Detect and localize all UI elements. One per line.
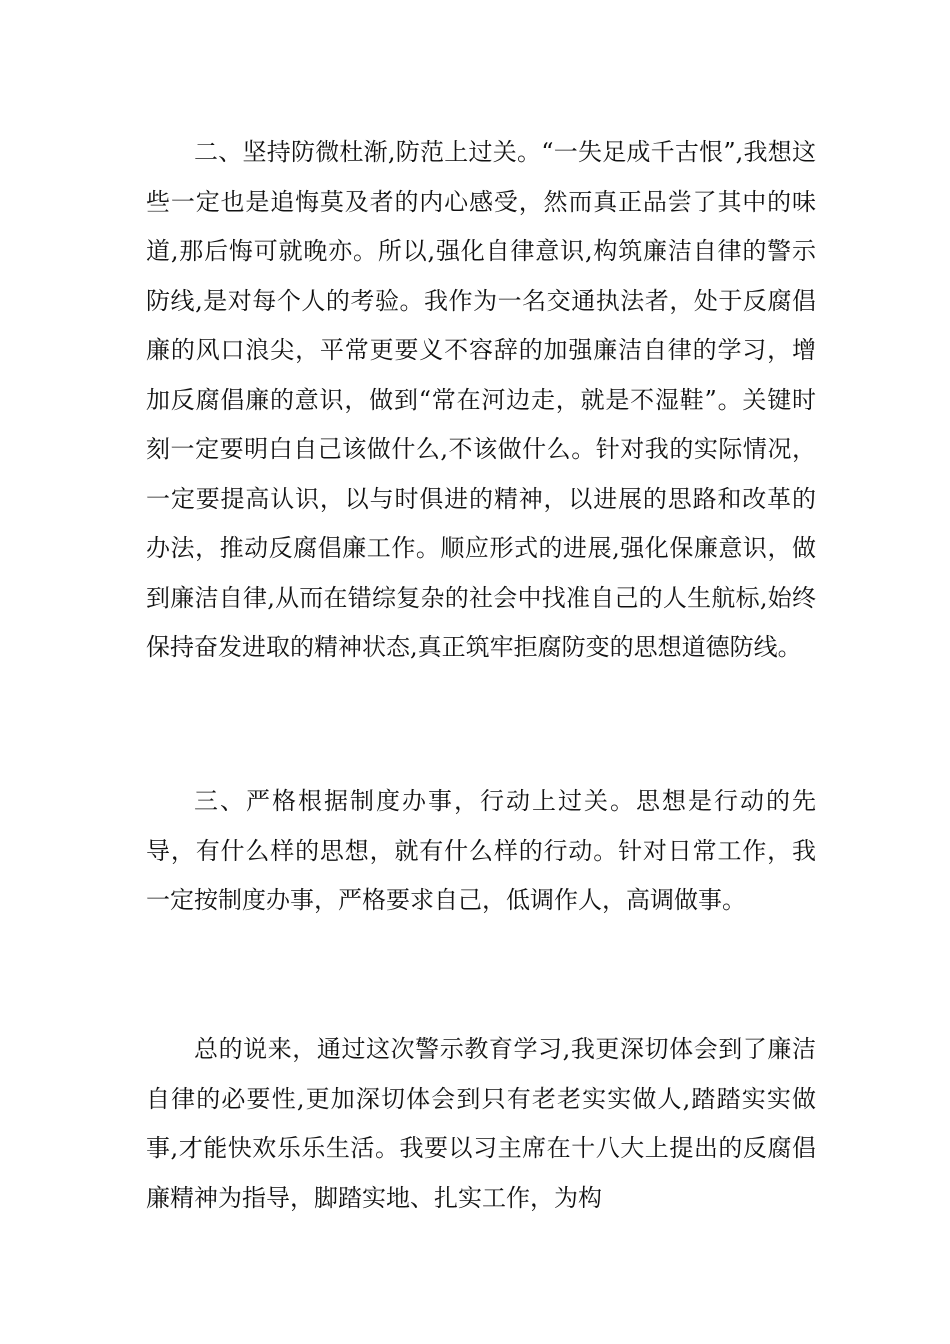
- paragraph-summary: 总的说来，通过这次警示教育学习,我更深切体会到了廉洁自律的必要性,更加深切体会到只有老老实实做人,踏踏实实做事,才能快欢乐乐生活。我要以习主席在十八大上提出的反腐倡廉精神为指导，脚踏实地、扎实工作，为构: [146, 1035, 816, 1212]
- paragraph-prevent-corruption: 二、坚持防微杜渐,防范上过关。“一失足成千古恨”,我想这些一定也是追悔莫及者的内心感受，然而真正品尝了其中的味道,那后悔可就晚亦。所以,强化自律意识,构筑廉洁自律的警示防线,是对每个人的考验。我作为一名交通执法者，处于反腐倡廉的风口浪尖，平常更要义不容辞的加强廉洁自律的学习，增加反腐倡廉的意识，做到“常在河边走，就是不湿鞋”。关键时刻一定要明白自己该做什么,不该做什么。针对我的实际情况，一定要提高认识，以与时俱进的精神，以进展的思路和改革的办法，推动反腐倡廉工作。顺应形式的进展,强化保廉意识，做到廉洁自律,从而在错综复杂的社会中找准自己的人生航标,始终保持奋发进取的精神状态,真正筑牢拒腐防变的思想道德防线。: [146, 138, 816, 661]
- paragraph-follow-rules: 三、严格根据制度办事，行动上过关。思想是行动的先导，有什么样的思想，就有什么样的行动。针对日常工作，我一定按制度办事，严格要求自己，低调作人，高调做事。: [146, 787, 816, 914]
